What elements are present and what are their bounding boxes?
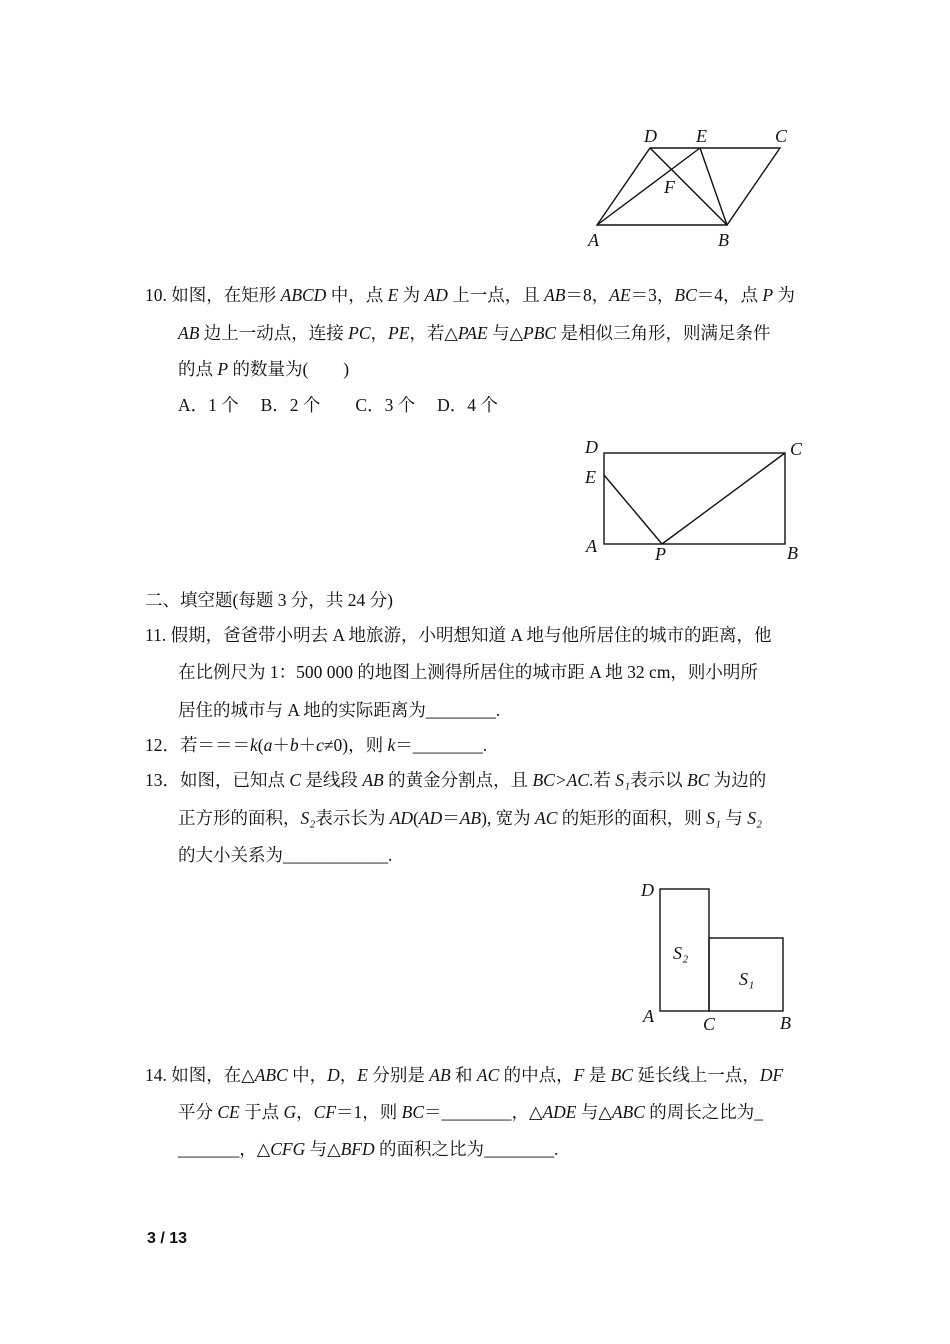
text-segment: 是相似三角形，则满足条件 — [556, 323, 771, 343]
math-variable: CF — [313, 1102, 337, 1122]
text-segment: ， — [296, 1102, 314, 1122]
math-variable: c — [316, 735, 324, 755]
text-segment: 的矩形的面积，则 — [557, 808, 707, 828]
q13-line — [178, 844, 392, 866]
text-segment: 与△ — [487, 323, 524, 343]
text-segment: 与△ — [576, 1102, 612, 1122]
math-variable: AB — [178, 323, 200, 343]
figure-rectangle-abcd — [604, 453, 785, 544]
text-segment: 的大小关系为____________. — [178, 845, 393, 865]
text-segment: 11. 假期，爸爸带小明去 A 地旅游，小明想知道 A 地与他所居住的城市的距离，他 — [145, 625, 772, 645]
text-segment: 中，点 — [326, 285, 388, 305]
label-a: A — [586, 536, 597, 556]
q10-line — [178, 322, 770, 344]
segment-ep — [604, 475, 662, 544]
text-segment: 的周长之比为_ — [644, 1102, 764, 1122]
text-segment: ＋ — [298, 735, 317, 755]
text-segment: A．1 个 B．2 个 C．3 个 D．4 个 — [178, 395, 498, 415]
text-segment: 和 — [450, 1065, 477, 1085]
label-s1: S₁ — [739, 969, 755, 989]
text-segment: ( — [413, 808, 419, 828]
label-s2: S₂ — [673, 943, 689, 963]
text-segment: ， — [339, 1065, 358, 1085]
math-variable: S₁ — [706, 808, 722, 828]
text-segment: ), 宽为 — [481, 808, 536, 828]
math-variable: PBC — [523, 323, 557, 343]
math-variable: ADE — [542, 1102, 577, 1122]
text-segment: ＝8， — [565, 285, 610, 305]
math-variable: E — [387, 285, 399, 305]
math-variable: AB — [544, 285, 566, 305]
text-segment: 分别是 — [368, 1065, 430, 1085]
q14-line — [178, 1138, 558, 1160]
text-segment: 于点 — [239, 1102, 284, 1122]
math-variable: AB — [459, 808, 482, 828]
math-variable: E — [357, 1065, 368, 1085]
label-a: A — [588, 230, 599, 250]
q14-line — [145, 1064, 783, 1086]
text-segment: .若 — [589, 770, 616, 790]
math-variable: P — [217, 359, 229, 379]
math-variable: BC — [610, 1065, 633, 1085]
math-variable: P — [762, 285, 774, 305]
text-segment: 与△ — [305, 1139, 341, 1159]
label-d: D — [641, 880, 654, 900]
text-segment: 延长线上一点， — [632, 1065, 760, 1085]
label-d: D — [644, 126, 657, 146]
math-variable: k — [387, 735, 396, 755]
math-variable: AB — [362, 770, 384, 790]
math-variable: CFG — [270, 1139, 306, 1159]
math-variable: G — [283, 1102, 297, 1122]
segment-ae — [597, 148, 700, 225]
segment-eb — [700, 148, 727, 225]
q13-line — [145, 769, 766, 791]
q11-line — [178, 661, 758, 683]
text-segment: ， — [370, 323, 389, 343]
label-d: D — [585, 437, 598, 457]
text-segment: 表示以 — [630, 770, 687, 790]
text-segment: 12．若＝＝＝ — [145, 735, 250, 755]
text-segment: ( — [257, 735, 264, 755]
math-variable: AC — [535, 808, 558, 828]
text-segment: 边上一动点，连接 — [199, 323, 349, 343]
text-segment: 的点 — [178, 359, 218, 379]
label-p: P — [655, 544, 666, 564]
text-segment: 14. 如图，在△ — [145, 1065, 255, 1085]
label-c: C — [790, 439, 803, 459]
text-segment: 的面积之比为________. — [374, 1139, 559, 1159]
text-segment: 表示长为 — [315, 808, 390, 828]
rectangle-abcd — [604, 453, 785, 544]
label-b: B — [780, 1013, 791, 1033]
math-variable: b — [289, 735, 299, 755]
math-variable: BC — [401, 1102, 425, 1122]
text-segment: 为 — [773, 285, 795, 305]
math-variable: BFD — [340, 1139, 375, 1159]
text-segment: ＝________，△ — [424, 1102, 543, 1122]
math-variable: AE — [609, 285, 631, 305]
math-variable: BC — [674, 285, 697, 305]
q11-line — [145, 624, 771, 646]
label-f: F — [664, 177, 675, 197]
q11-line — [178, 699, 500, 721]
text-segment: 是线段 — [301, 770, 363, 790]
math-variable: BC — [686, 770, 710, 790]
text-segment: 13．如图，已知点 — [145, 770, 290, 790]
text-segment: 的数量为( ) — [228, 359, 350, 379]
math-variable: AD — [424, 285, 448, 305]
math-variable: DF — [759, 1065, 784, 1085]
math-variable: S₂ — [747, 808, 763, 828]
text-segment: ＝ — [442, 808, 460, 828]
math-variable: CE — [217, 1102, 240, 1122]
q13-line — [178, 807, 762, 829]
text-segment: 为 — [398, 285, 425, 305]
label-c: C — [775, 126, 788, 146]
text-segment: ＝4，点 — [696, 285, 763, 305]
figure-parallelogram — [597, 148, 780, 225]
label-b: B — [718, 230, 729, 250]
math-variable: S₂ — [300, 808, 316, 828]
math-variable: AD — [418, 808, 443, 828]
math-variable: AB — [429, 1065, 451, 1085]
text-segment: 居住的城市与 A 地的实际距离为________. — [178, 700, 501, 720]
text-segment: 的黄金分割点，且 — [383, 770, 533, 790]
text-segment: 的中点， — [499, 1065, 574, 1085]
math-variable: a — [263, 735, 273, 755]
math-variable: PE — [388, 323, 410, 343]
text-segment: 中， — [287, 1065, 328, 1085]
q10-line — [178, 358, 349, 380]
q10-line — [145, 284, 795, 306]
text-segment: ≠0)，则 — [323, 735, 388, 755]
page-number: 3 / 13 — [147, 1230, 188, 1247]
text-segment: 平分 — [178, 1102, 218, 1122]
text-segment: 在比例尺为 1：500 000 的地图上测得所居住的城市距 A 地 32 cm，则小明所 — [178, 662, 758, 682]
math-variable: ABC — [254, 1065, 288, 1085]
segment-db — [650, 148, 727, 225]
math-variable: k — [250, 735, 258, 755]
math-variable: D — [327, 1065, 340, 1085]
math-variable: C — [289, 770, 302, 790]
math-variable: AD — [389, 808, 414, 828]
text-segment: 为边的 — [709, 770, 767, 790]
text-segment: 与 — [721, 808, 748, 828]
text-segment: 二、填空题(每题 3 分，共 24 分) — [145, 590, 393, 610]
q14-line — [178, 1101, 763, 1123]
math-variable: AC — [476, 1065, 500, 1085]
math-variable: ABC — [611, 1102, 645, 1122]
q12-line — [145, 734, 487, 756]
label-e: E — [696, 126, 707, 146]
label-e: E — [585, 467, 596, 487]
text-segment: ＝________. — [395, 735, 488, 755]
label-a: A — [643, 1006, 654, 1026]
label-b: B — [787, 543, 798, 563]
math-variable: F — [573, 1065, 585, 1085]
math-variable: S₁ — [615, 770, 631, 790]
text-segment: ＝3， — [630, 285, 675, 305]
q10-line — [178, 394, 498, 416]
math-variable: ABCD — [280, 285, 327, 305]
text-segment: ＋ — [272, 735, 290, 755]
math-variable: PAE — [457, 323, 488, 343]
segment-pc — [662, 453, 785, 544]
text-segment: ＝1，则 — [336, 1102, 402, 1122]
math-variable: BC>AC — [532, 770, 589, 790]
text-segment: _______，△ — [178, 1139, 271, 1159]
section2-line — [145, 589, 393, 611]
text-segment: 上一点，且 — [447, 285, 545, 305]
text-segment: 正方形的面积， — [178, 808, 301, 828]
text-segment: 是 — [584, 1065, 611, 1085]
text-segment: ，若△ — [409, 323, 458, 343]
text-segment: 10. 如图，在矩形 — [145, 285, 281, 305]
math-variable: PC — [348, 323, 371, 343]
label-c: C — [703, 1014, 716, 1034]
